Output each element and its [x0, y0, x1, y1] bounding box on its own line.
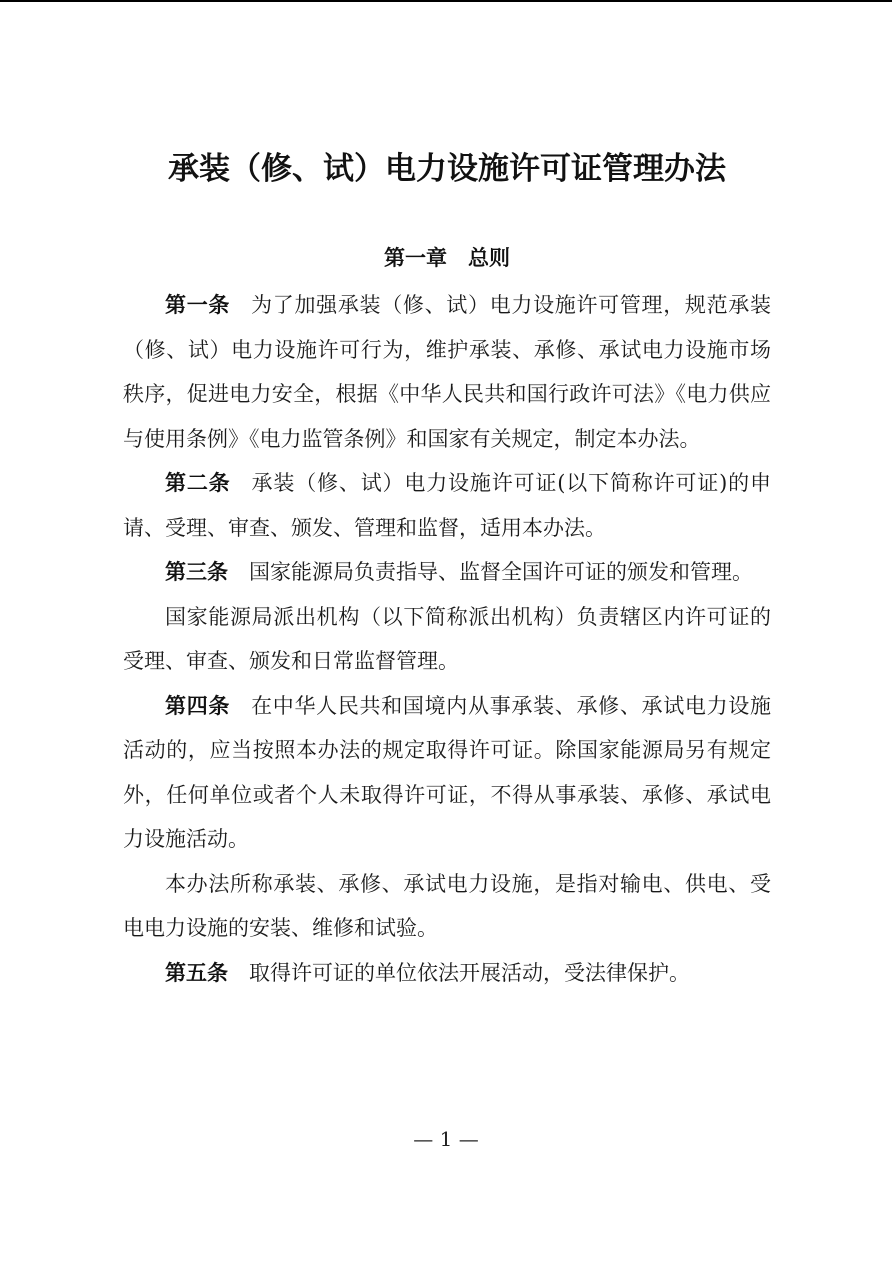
- paragraph-text: 国家能源局派出机构（以下简称派出机构）负责辖区内许可证的受理、审查、颁发和日常监督管理。: [123, 604, 771, 673]
- article-number: 第二条: [165, 471, 231, 495]
- article-text: 承装（修、试）电力设施许可证(以下简称许可证)的申请、受理、审查、颁发、管理和监督，适用本办法。: [123, 471, 771, 540]
- article-5-paragraph: [123, 951, 771, 996]
- article-text: 国家能源局负责指导、监督全国许可证的颁发和管理。: [249, 560, 753, 584]
- document-body: [123, 283, 771, 995]
- article-text: 为了加强承装（修、试）电力设施许可管理，规范承装（修、试）电力设施许可行为，维护承装、承修、承试电力设施市场秩序，促进电力安全，根据《中华人民共和国行政许可法》《电力供应与使用条例》《电力监管条例》和国家有关规定，制定本办法。: [123, 293, 771, 451]
- article-number: 第一条: [165, 293, 231, 317]
- paragraph-text: 本办法所称承装、承修、承试电力设施，是指对输电、供电、受电电力设施的安装、维修和试验。: [123, 871, 771, 940]
- document-title: 承装（修、试）电力设施许可证管理办法: [168, 151, 726, 187]
- chapter-heading: 第一章 总则: [384, 246, 510, 270]
- article-number: 第五条: [165, 960, 228, 985]
- article-text: 在中华人民共和国境内从事承装、承修、承试电力设施活动的，应当按照本办法的规定取得许可证。除国家能源局另有规定外，任何单位或者个人未取得许可证，不得从事承装、承修、承试电力设施活动。: [123, 693, 771, 851]
- article-4-sub-paragraph: [123, 862, 771, 951]
- article-number: 第三条: [165, 560, 228, 584]
- article-4-paragraph: [123, 684, 771, 862]
- top-border-line: [0, 0, 892, 2]
- article-1-paragraph: [123, 283, 771, 461]
- page-number: — 1 —: [413, 1127, 479, 1151]
- article-number: 第四条: [165, 693, 231, 718]
- article-3-sub-paragraph: [123, 595, 771, 684]
- article-text: 取得许可证的单位依法开展活动，受法律保护。: [249, 960, 690, 985]
- article-2-paragraph: [123, 461, 771, 550]
- article-3-paragraph: [123, 550, 771, 595]
